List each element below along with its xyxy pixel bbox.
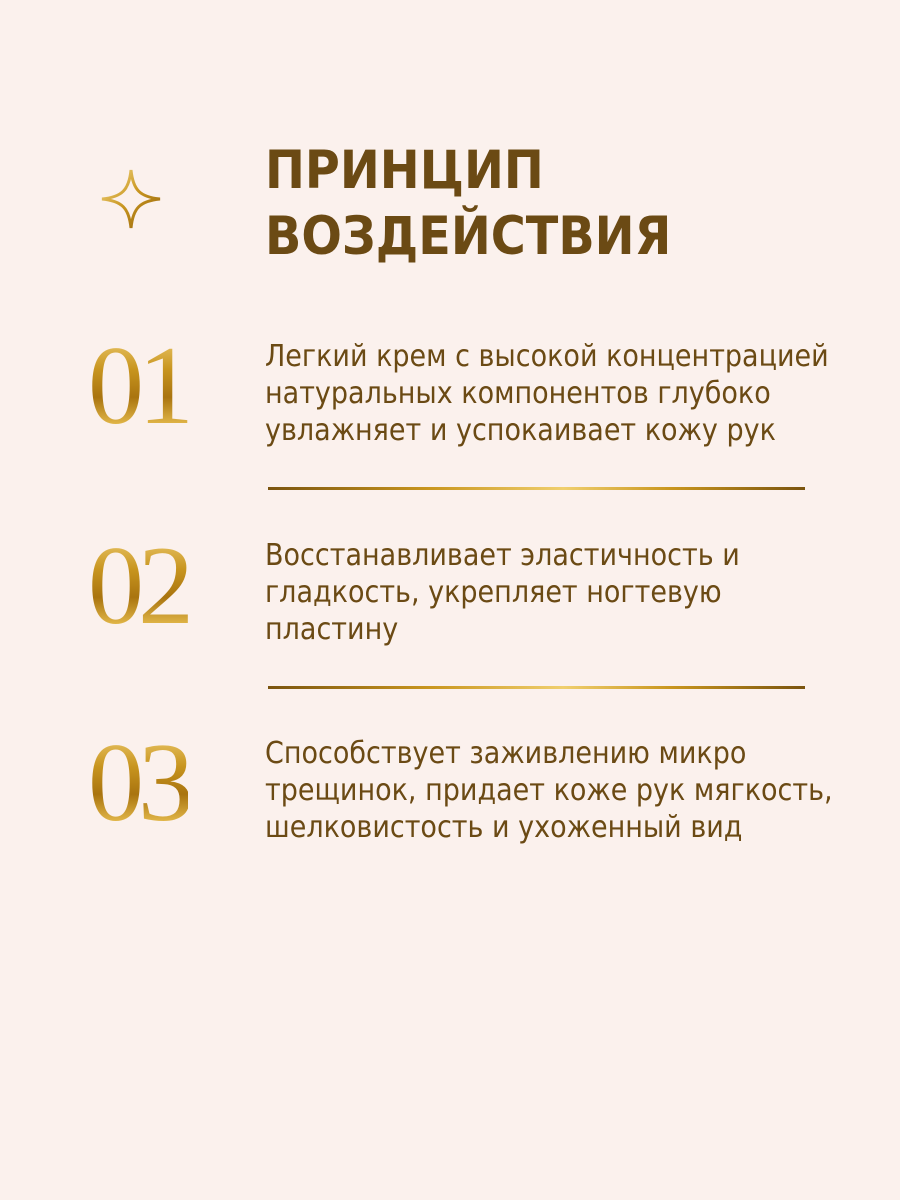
divider [268,686,805,689]
item-description [265,338,829,449]
item-line: натуральных компонентов глубоко [265,376,771,411]
item-number: 02 [88,524,188,648]
title-line-2: ВОЗДЕЙСТВИЯ [265,206,672,267]
title-line-1: ПРИНЦИП [265,140,544,201]
item-description [265,735,833,846]
item-line: трещинок, придает коже рук мягкость, [265,773,833,808]
item-line: Способствует заживлению микро [265,736,747,771]
item-number: 01 [88,324,188,448]
divider [268,487,805,490]
page-title [265,138,671,270]
item-line: шелковистость и ухоженный вид [265,810,743,845]
item-line: Восстанавливает эластичность и [265,538,740,573]
item-description [265,537,823,648]
item-line: увлажняет и успокаивает кожу рук [265,413,776,448]
item-number: 03 [88,721,188,845]
item-line: Легкий крем с высокой концентрацией [265,339,829,374]
item-line: гладкость, укрепляет ногтевую [265,575,722,610]
item-line: пластину [265,612,399,647]
sparkle-icon [100,168,162,230]
